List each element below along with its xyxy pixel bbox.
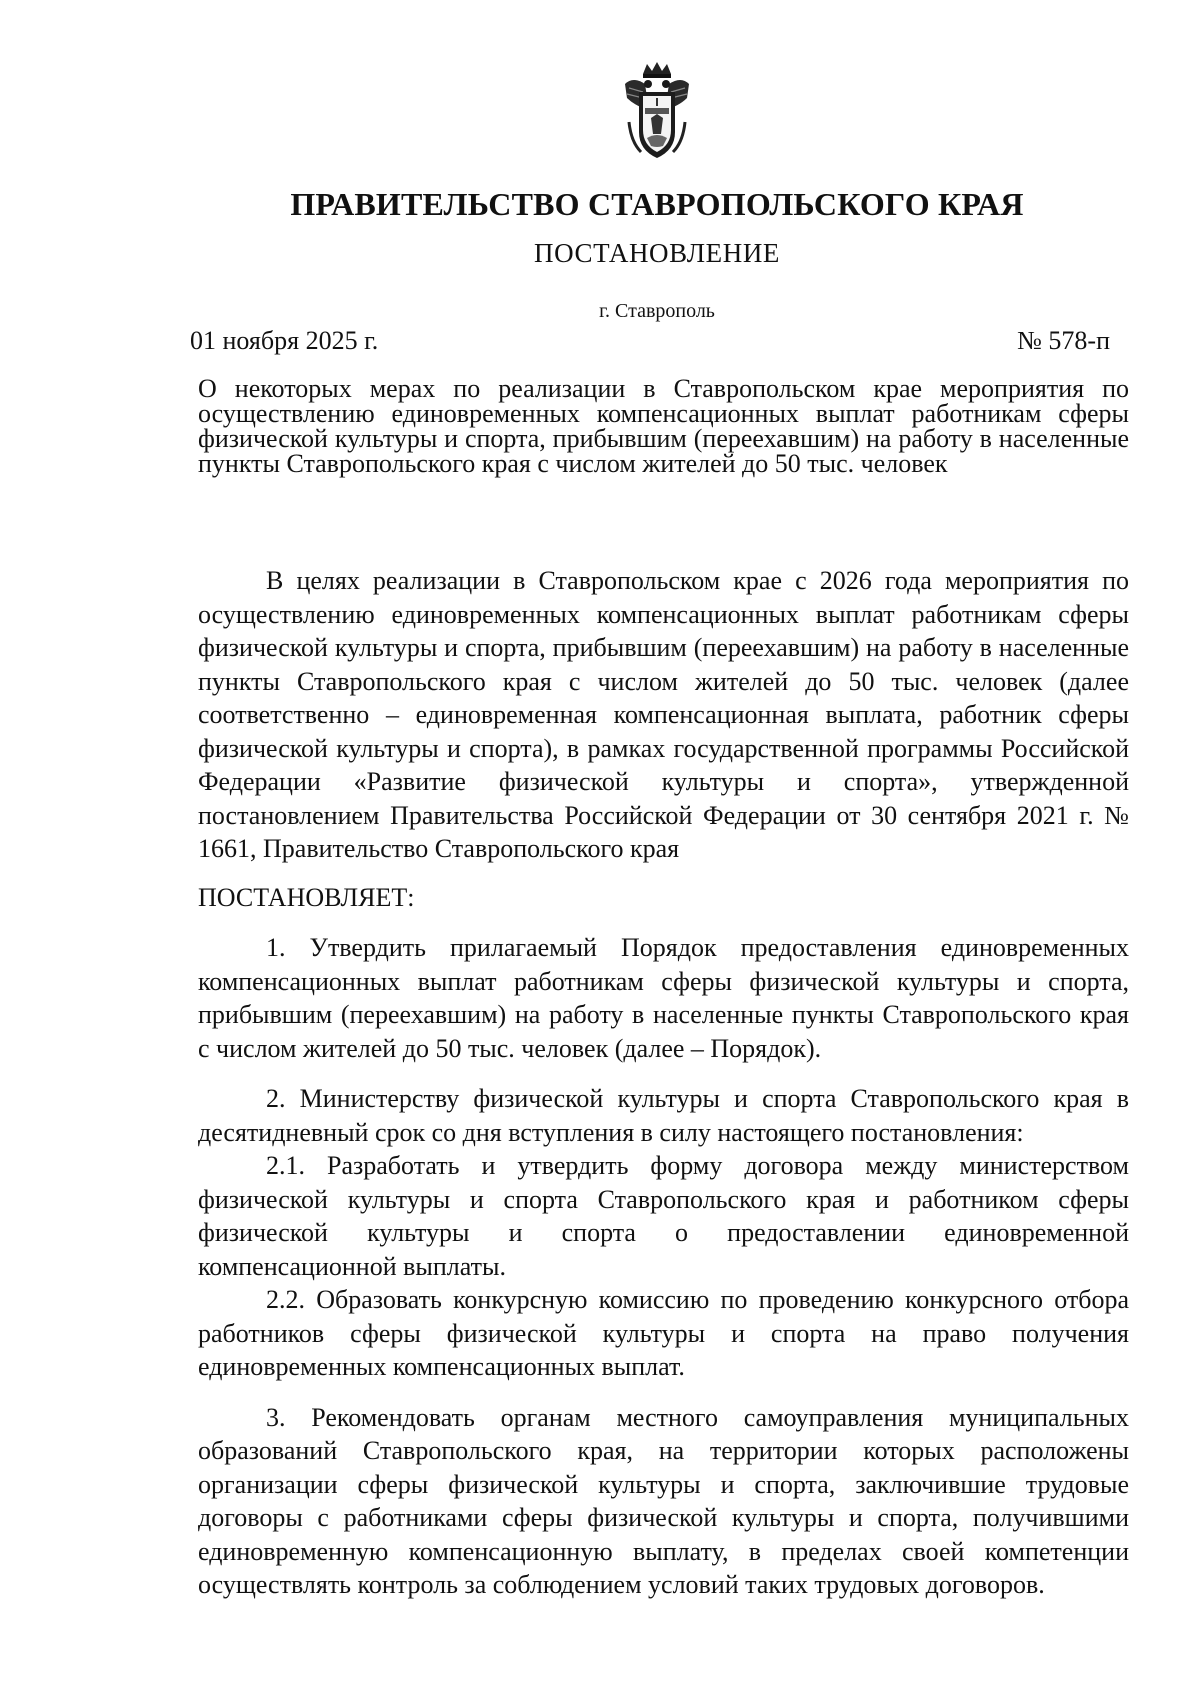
issuing-authority: ПРАВИТЕЛЬСТВО СТАВРОПОЛЬСКОГО КРАЯ (290, 186, 1024, 222)
clause-2-1: 2.1. Разработать и утвердить форму договора между министерством физической культуры и спорта Ставропольского края и работником сферы физической культуры и спорта о предоставлении единовременной компенсационной выплаты. (198, 1151, 1129, 1281)
clause-2: 2. Министерству физической культуры и спорта Ставропольского края в десятидневный срок со дня вступления в силу настоящего постановления: (198, 1084, 1129, 1147)
document-body (198, 564, 1129, 1602)
clause-1: 1. Утвердить прилагаемый Порядок предоставления единовременных компенсационных выплат работникам сферы физической культуры и спорта, прибывшим (переехавшим) на работу в населенные пункты Ставропольского края с числом жителей до 50 тыс. человек (далее – Порядок). (198, 933, 1129, 1063)
document-number: № 578-п (1017, 326, 1110, 355)
decree-heading: ПОСТАНОВЛЯЕТ: (198, 882, 415, 912)
document-subject: О некоторых мерах по реализации в Ставропольском крае мероприятия по осуществлению единовременных компенсационных выплат работникам сферы физической культуры и спорта, прибывшим (переехавшим) на работу в населенные пункты Ставропольского края с числом жителей до 50 тыс. человек (198, 374, 1129, 478)
preamble-paragraph: В целях реализации в Ставропольском крае с 2026 года мероприятия по осуществлению единовременных компенсационных выплат работникам сферы физической культуры и спорта, прибывшим (переехавшим) на работу в населенные пункты Ставропольского края с числом жителей до 50 тыс. человек (далее соответственно – единовременная компенсационная выплата, работник сферы физической культуры и спорта), в рамках государственной программы Российской Федерации «Развитие физической культуры и спорта», утвержденной постановлением Правительства Российской Федерации от 30 сентября 2021 г. № 1661, Правительство Ставропольского края (198, 566, 1129, 863)
document-date: 01 ноября 2025 г. (190, 326, 379, 355)
document-city: г. Ставрополь (599, 300, 715, 322)
clause-3: 3. Рекомендовать органам местного самоуправления муниципальных образований Ставропольского края, на территории которых расположены организации сферы физической культуры и спорта, заключившие трудовые договоры с работниками сферы физической культуры и спорта, получившими единовременную компенсационную выплату, в пределах своей компетенции осуществлять контроль за соблюдением условий таких трудовых договоров. (198, 1402, 1129, 1599)
clause-2-2: 2.2. Образовать конкурсную комиссию по проведению конкурсного отбора работников сферы физической культуры и спорта на право получения единовременных компенсационных выплат. (198, 1285, 1129, 1381)
document-type: ПОСТАНОВЛЕНИЕ (533, 238, 781, 268)
stavropol-coat-of-arms-icon (621, 62, 693, 162)
